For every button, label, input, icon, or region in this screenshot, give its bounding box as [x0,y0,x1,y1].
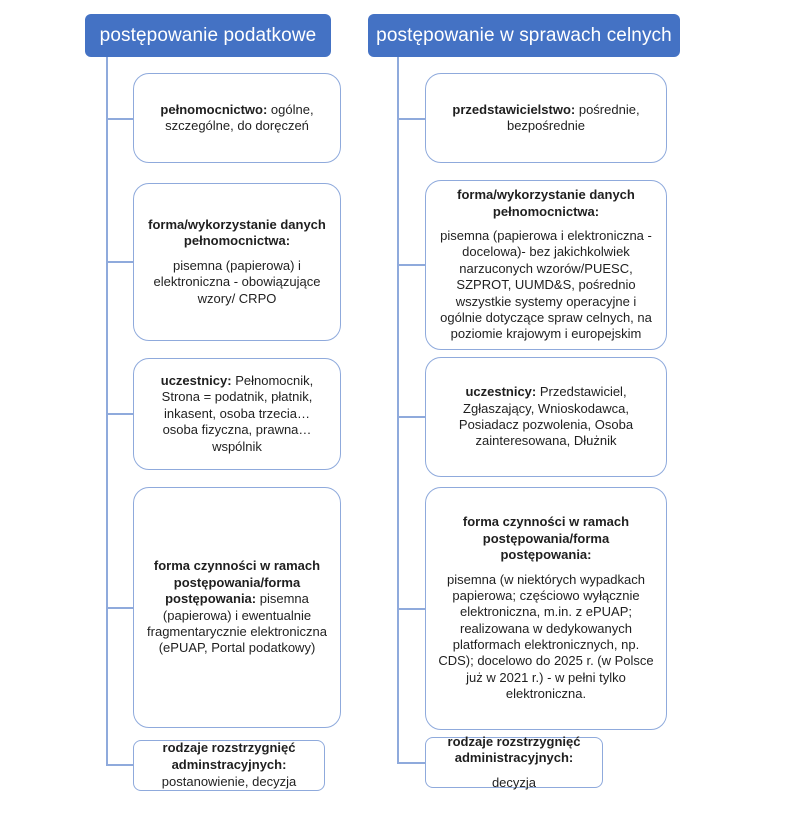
column-header-celne: postępowanie w sprawach celnych [368,14,680,57]
box-uczestnicy-celne [425,357,667,477]
box-forma-danych-celne [425,180,667,350]
box-title: rodzaje rozstrzygnięć adminstracyjnych: [162,740,296,772]
box-forma-czynnosci-podatkowe [133,487,341,728]
box-uczestnicy-podatkowe [133,358,341,470]
connector-trunk-right [397,57,399,764]
connector-trunk-left [106,57,108,766]
connector-branch-right-2 [397,264,425,266]
box-body: ogólne, szczególne, do doręczeń [165,101,314,133]
connector-branch-right-3 [397,416,425,418]
box-body: pisemna (papierowa i elektroniczna - docelowa)- bez jakichkolwiek narzuconych wzorów/PUESC, SZPROT, UUMD&S, pośrednio wszystkie systemy operacyjne i ogólnie dotyczące spraw celnych, na poziomie krajowym i europejskim [440,228,652,342]
box-body: postanowienie, decyzja [161,774,297,790]
box-body: decyzja [491,774,537,790]
connector-branch-right-1 [397,118,425,120]
box-body: pisemna (papierowa) i elektroniczna - obowiązujące wzory/ CRPO [153,257,321,306]
box-forma-czynnosci-celne [425,487,667,730]
box-title: uczestnicy: [160,373,232,389]
column-header-podatkowe: postępowanie podatkowe [85,14,331,57]
box-rozstrzygniecia-celne [425,733,603,790]
box-body: pośrednie, bezpośrednie [506,101,640,133]
box-title: forma/wykorzystanie danych pełnomocnictwa: [148,217,326,249]
box-przedstawicielstwo [425,73,667,163]
box-title: uczestnicy: [465,384,537,400]
connector-branch-left-3 [106,413,133,415]
box-body: pisemna (papierowa) i ewentualnie fragmentarycznie elektroniczna (ePUAP, Portal podatkowy) [147,591,327,656]
box-title: forma czynności w ramach postępowania/forma postępowania: [462,514,630,563]
box-body: Przedstawiciel, Zgłaszający, Wnioskodawca, Posiadacz pozwolenia, Osoba zainteresowana, Dłużnik [458,384,634,449]
box-rozstrzygniecia-podatkowe [133,740,325,791]
box-body: pisemna (w niektórych wypadkach papierowa; częściowo wyłącznie elektroniczna, m.in. z ePUAP; realizowana w dedykowanych platformach elektronicznych, np. CDS); docelowo do 2025 r. (w Polsce już w 2021 r.) - w pełni tylko elektroniczna. [438,571,654,702]
connector-branch-left-2 [106,261,133,263]
box-title: pełnomocnictwo: [160,101,268,117]
box-forma-danych-podatkowe [133,183,341,341]
box-title: rodzaje rozstrzygnięć administracyjnych: [447,733,581,766]
connector-branch-left-4 [106,607,133,609]
connector-branch-right-4 [397,608,425,610]
box-title: przedstawicielstwo: [452,101,576,117]
connector-branch-left-1 [106,118,133,120]
box-title: forma czynności w ramach postępowania/forma postępowania: [153,558,321,607]
box-body: Pełnomocnik, Strona = podatnik, płatnik, inkasent, osoba trzecia… osoba fizyczna, prawna…wspólnik [161,373,314,454]
box-pelnomocnictwo [133,73,341,163]
connector-branch-left-5 [106,764,133,766]
box-title: forma/wykorzystanie danych pełnomocnictwa: [457,187,635,219]
connector-branch-right-5 [397,762,425,764]
